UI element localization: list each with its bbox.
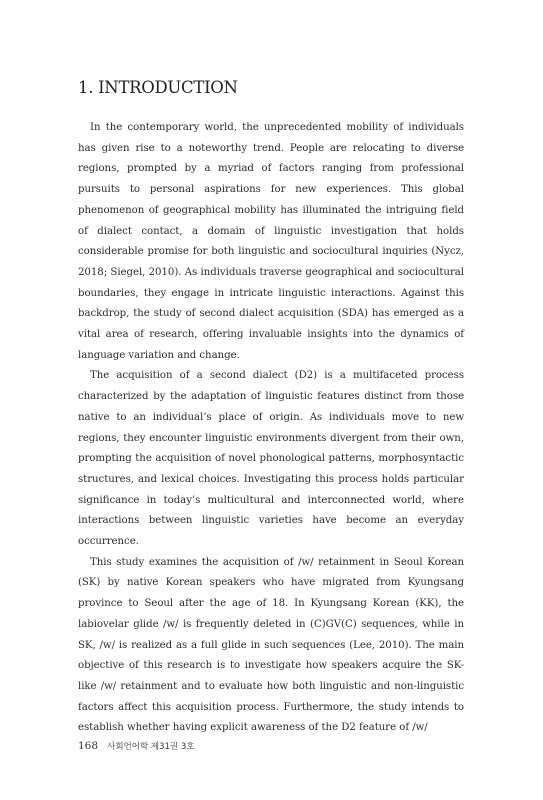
page-footer <box>78 734 194 753</box>
body-text <box>78 118 464 739</box>
page-number: 168 <box>78 740 99 752</box>
journal-info: 사회언어학 제31권 3호 <box>107 742 195 752</box>
paragraph-2: The acquisition of a second dialect (D2) is a multifaceted process characterized by the adaptation of linguistic features distinct from those native to an individual’s place of origin. As individuals move to new regions, they encounter linguistic environments divergent from their own, prompting the acquisition of novel phonological patterns, morphosyntactic structures, and lexical choices. Investigating this process holds particular significance in today’s multicultural and interconnected world, where interactions between linguistic varieties have become an everyday occurrence. <box>78 370 464 548</box>
paragraph-3: This study examines the acquisition of /w/ retainment in Seoul Korean (SK) by native Korean speakers who have migrated from Kyungsang province to Seoul after the age of 18. In Kyungsang Korean (KK), the labiovelar glide /w/ is frequently deleted in (C)GV(C) sequences, while in SK, /w/ is realized as a full glide in such sequences (Lee, 2010). The main objective of this research is to investigate how speakers acquire the SK-like /w/ retainment and to evaluate how both linguistic and non-linguistic factors affect this acquisition process. Furthermore, the study intends to establish whether having explicit awareness of the D2 feature of /w/ <box>78 556 464 734</box>
section-heading: 1. INTRODUCTION <box>78 78 238 97</box>
paragraph-1: In the contemporary world, the unprecedented mobility of individuals has given rise to a noteworthy trend. People are relocating to diverse regions, prompted by a myriad of factors ranging from professional pursuits to personal aspirations for new experiences. This global phenomenon of geographical mobility has illuminated the intriguing field of dialect contact, a domain of linguistic investigation that holds considerable promise for both linguistic and sociocultural inquiries (Nycz, 2018; Siegel, 2010). As individuals traverse geographical and sociocultural boundaries, they engage in intricate linguistic interactions. Against this backdrop, the study of second dialect acquisition (SDA) has emerged as a vital area of research, offering invaluable insights into the dynamics of language variation and change. <box>78 122 464 361</box>
